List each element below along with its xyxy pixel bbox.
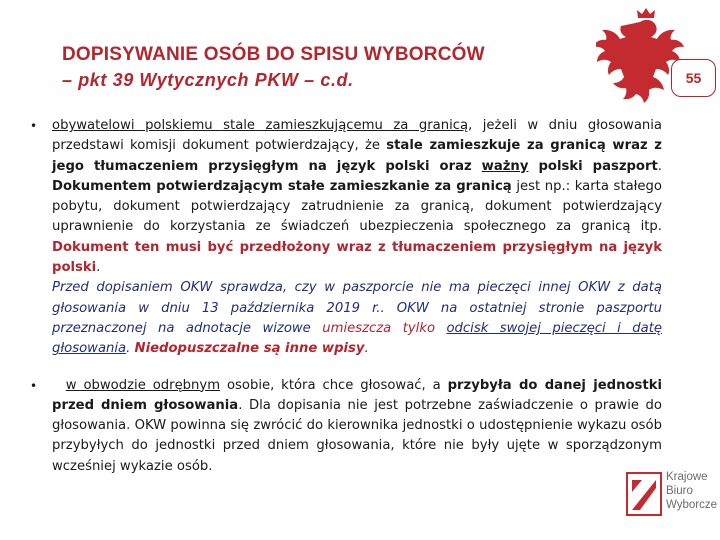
passport-note <box>52 278 662 359</box>
logo-line: Krajowe <box>666 471 708 483</box>
text-segment: w obwodzie odrębnym <box>65 377 221 393</box>
title-line-1: DOPISYWANIE OSÓB DO SPISU WYBORCÓW <box>62 44 485 65</box>
bullet-dot: • <box>30 119 38 133</box>
note-segment: Niedopuszczalne są inne wpisy <box>134 341 365 357</box>
slide-content <box>30 116 662 477</box>
text-segment: Dokumentem potwierdzającym stałe zamieszkanie za granicą <box>52 178 512 194</box>
note-segment: odcisk swojej pieczęci i datę głosowania <box>52 320 662 357</box>
text-segment: obywatelowi polskiemu stale zamieszkującemu za granicą <box>52 118 469 133</box>
text-segment: stale zamieszkuje za granicą wraz z jego tłumaczeniem przysięgłym na język polski oraz <box>52 138 662 174</box>
bullet-text <box>52 376 662 477</box>
text-segment: polski paszport <box>528 158 658 174</box>
logo-line: Wyborcze <box>666 499 718 511</box>
text-segment: Dokument ten musi być przedłożony wraz z tłumaczeniem przysięgłym na język polski <box>52 239 662 276</box>
logo-line: Biuro <box>666 485 693 497</box>
text-segment: ważny <box>481 158 529 174</box>
text-segment: . Dla dopisania nie jest potrzebne zaświadczenie o prawie do głosowania. OKW powinna się zwrócić do kierownika jednostki o udostępnienie wykazu osób przybyłych do jednostki przed dniem głosowania, które nie były ujęte w sporządzonym wcześniej wykazie osób. <box>52 397 662 474</box>
note-segment <box>435 321 446 336</box>
kbw-logo-icon <box>626 472 662 516</box>
text-segment: przybyła do danej jednostki przed dniem głosowania <box>52 377 662 413</box>
title-line-2: – pkt 39 Wytycznych PKW – c.d. <box>62 70 354 90</box>
note-segment: Przed dopisaniem OKW sprawdza, czy w paszporcie nie ma pieczęci innej OKW z datą głosowania w dniu 13 października 2019 r.. OKW na ostatniej stronie paszportu przeznaczonej na adnotacje wizowe <box>52 280 662 336</box>
logo-text <box>666 470 717 512</box>
page-number-badge: 55 <box>671 59 716 97</box>
text-segment: . <box>657 158 662 174</box>
kbw-logo <box>626 470 718 530</box>
text-segment: osobie, która chce głosować, a <box>220 377 448 393</box>
bullet-text <box>52 116 662 360</box>
bullet-item <box>30 116 662 360</box>
slide-title <box>62 44 582 91</box>
note-segment: . <box>126 341 135 357</box>
text-segment: . <box>96 260 101 276</box>
bullet-dot: • <box>30 378 38 393</box>
bullet-item <box>30 376 662 477</box>
note-segment: . <box>364 341 369 357</box>
text-segment: jest np.: karta stałego pobytu, dokument potwierdzający zatrudnienie za granicą, dokument potwierdzający uprawnienie do korzystania ze świadczeń ubezpieczenia społecznego za granicą itp. <box>52 178 662 235</box>
note-segment: umieszcza tylko <box>322 320 436 336</box>
text-segment: , jeżeli w dniu głosowania przedstawi komisji dokument potwierdzający, że <box>52 118 662 154</box>
